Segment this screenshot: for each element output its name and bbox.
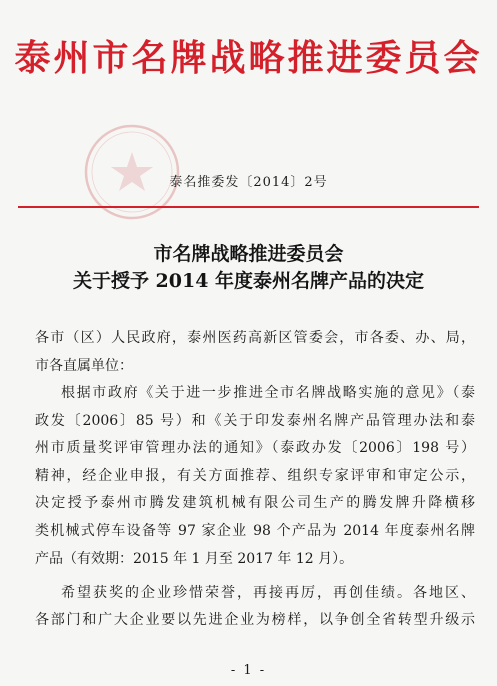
body-text-line: 各部门和广大企业要以先进企业为榜样，以争创全省转型升级示 bbox=[35, 612, 475, 628]
addressee-line: 各市（区）人民政府，泰州医药高新区管委会，市各委、办、局， bbox=[35, 330, 475, 346]
body-text-line: 类机械式停车设备等 97 家企业 98 个产品为 2014 年度泰州名牌 bbox=[35, 523, 475, 539]
body-text-line: 根据市政府《关于进一步推进全市名牌战略实施的意见》（泰 bbox=[61, 385, 475, 401]
body-text-line: 精神，经企业申报，有关方面推荐、组织专家评审和审定公示， bbox=[35, 468, 475, 484]
document-number: 泰名推委发〔2014〕2号 bbox=[169, 175, 328, 190]
body-text-line: 决定授予泰州市腾发建筑机械有限公司生产的腾发牌升降横移 bbox=[35, 495, 475, 511]
body-text-line: 政发〔2006〕85 号）和《关于印发泰州名牌产品管理办法和泰 bbox=[35, 413, 475, 429]
body-text-line: 希望获奖的企业珍惜荣誉，再接再厉，再创佳绩。各地区、 bbox=[61, 585, 475, 601]
document-title-line-1: 市名牌战略推进委员会 bbox=[153, 243, 344, 265]
document-title-line-2: 关于授予 2014 年度泰州名牌产品的决定 bbox=[72, 270, 425, 292]
body-text-line: 州市质量奖评审管理办法的通知》（泰政办发〔2006〕198 号） bbox=[35, 440, 475, 456]
body-text-line: 产品（有效期：2015 年 1 月至 2017 年 12 月）。 bbox=[35, 551, 354, 567]
page-number: - 1 - bbox=[230, 663, 267, 678]
addressee-line: 市各直属单位： bbox=[35, 358, 133, 374]
masthead-title: 泰州市名牌战略推进委员会 bbox=[14, 37, 483, 79]
red-divider-line bbox=[18, 206, 479, 208]
